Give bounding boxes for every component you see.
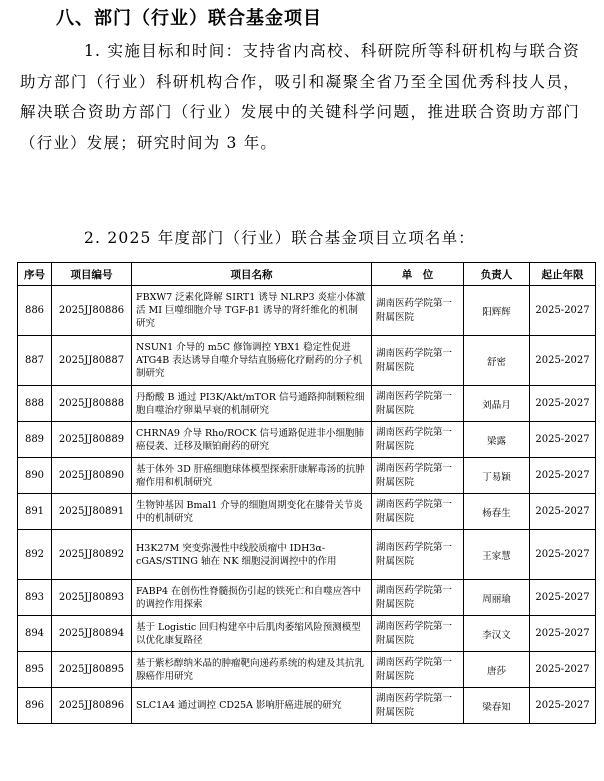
project-lead: 周丽瑜 bbox=[464, 580, 530, 616]
unit-name: 湖南医药学院第一附属医院 bbox=[372, 458, 464, 494]
unit-name: 湖南医药学院第一附属医院 bbox=[372, 336, 464, 386]
project-lead: 梁春知 bbox=[464, 688, 530, 724]
row-number: 888 bbox=[18, 386, 52, 422]
project-code: 2025JJ80892 bbox=[52, 530, 132, 580]
unit-name: 湖南医药学院第一附属医院 bbox=[372, 422, 464, 458]
project-lead: 李汉文 bbox=[464, 616, 530, 652]
project-table bbox=[17, 262, 596, 724]
project-code: 2025JJ80887 bbox=[52, 336, 132, 386]
project-period: 2025-2027 bbox=[530, 386, 596, 422]
project-name: 生物钟基因 Bmal1 介导的细胞周期变化在膝骨关节炎中的机制研究 bbox=[132, 494, 372, 530]
project-lead: 唐莎 bbox=[464, 652, 530, 688]
row-number: 886 bbox=[18, 286, 52, 336]
unit-name: 湖南医药学院第一附属医院 bbox=[372, 494, 464, 530]
table-row bbox=[18, 530, 596, 580]
table-row bbox=[18, 286, 596, 336]
project-lead: 王家慧 bbox=[464, 530, 530, 580]
project-code: 2025JJ80896 bbox=[52, 688, 132, 724]
project-name: 基于紫杉醇纳米晶的肿瘤靶向递药系统的构建及其抗乳腺癌作用研究 bbox=[132, 652, 372, 688]
header-unit: 单 位 bbox=[372, 263, 464, 286]
header-name: 项目名称 bbox=[132, 263, 372, 286]
table-row bbox=[18, 652, 596, 688]
unit-name: 湖南医药学院第一附属医院 bbox=[372, 688, 464, 724]
table-row bbox=[18, 336, 596, 386]
row-number: 889 bbox=[18, 422, 52, 458]
header-lead: 负责人 bbox=[464, 263, 530, 286]
project-name: FABP4 在创伤性脊髓损伤引起的铁死亡和自噬应答中的调控作用探索 bbox=[132, 580, 372, 616]
project-period: 2025-2027 bbox=[530, 422, 596, 458]
project-period: 2025-2027 bbox=[530, 688, 596, 724]
project-code: 2025JJ80890 bbox=[52, 458, 132, 494]
project-name: 基于 Logistic 回归构建卒中后肌肉萎缩风险预测模型以优化康复路径 bbox=[132, 616, 372, 652]
project-period: 2025-2027 bbox=[530, 458, 596, 494]
project-code: 2025JJ80886 bbox=[52, 286, 132, 336]
unit-name: 湖南医药学院第一附属医院 bbox=[372, 616, 464, 652]
table-row bbox=[18, 386, 596, 422]
unit-name: 湖南医药学院第一附属医院 bbox=[372, 530, 464, 580]
row-number: 890 bbox=[18, 458, 52, 494]
list-subheading: 2. 2025 年度部门（行业）联合基金项目立项名单： bbox=[84, 229, 475, 247]
project-name: NSUN1 介导的 m5C 修饰调控 YBX1 稳定性促进 ATG4B 表达诱导自噬介导结直肠癌化疗耐药的分子机制研究 bbox=[132, 336, 372, 386]
project-name: 基于体外 3D 肝癌细胞球体模型探索肝康解毒汤的抗肿瘤作用和机制研究 bbox=[132, 458, 372, 494]
row-number: 894 bbox=[18, 616, 52, 652]
header-period: 起止年限 bbox=[530, 263, 596, 286]
table-row bbox=[18, 494, 596, 530]
project-code: 2025JJ80888 bbox=[52, 386, 132, 422]
section-heading: 八、部门（行业）联合基金项目 bbox=[56, 8, 322, 29]
project-code: 2025JJ80889 bbox=[52, 422, 132, 458]
project-name: CHRNA9 介导 Rho/ROCK 信号通路促进非小细胞肺癌侵袭、迁移及顺铂耐药的研究 bbox=[132, 422, 372, 458]
project-period: 2025-2027 bbox=[530, 336, 596, 386]
project-name: H3K27M 突变弥漫性中线胶质瘤中 IDH3α-cGAS/STING 轴在 NK 细胞浸润调控中的作用 bbox=[132, 530, 372, 580]
project-code: 2025JJ80891 bbox=[52, 494, 132, 530]
row-number: 893 bbox=[18, 580, 52, 616]
project-code: 2025JJ80893 bbox=[52, 580, 132, 616]
project-lead: 杨春生 bbox=[464, 494, 530, 530]
row-number: 887 bbox=[18, 336, 52, 386]
project-lead: 梁露 bbox=[464, 422, 530, 458]
table-row bbox=[18, 422, 596, 458]
project-name: SLC1A4 通过调控 CD25A 影响肝癌进展的研究 bbox=[132, 688, 372, 724]
table-row bbox=[18, 688, 596, 724]
table-row bbox=[18, 580, 596, 616]
project-lead: 舒密 bbox=[464, 336, 530, 386]
unit-name: 湖南医药学院第一附属医院 bbox=[372, 286, 464, 336]
unit-name: 湖南医药学院第一附属医院 bbox=[372, 580, 464, 616]
row-number: 891 bbox=[18, 494, 52, 530]
project-name: 丹酚酸 B 通过 PI3K/Akt/mTOR 信号通路抑制颗粒细胞自噬治疗卵巢早衰的机制研究 bbox=[132, 386, 372, 422]
unit-name: 湖南医药学院第一附属医院 bbox=[372, 652, 464, 688]
goal-paragraph: 1. 实施目标和时间：支持省内高校、科研院所等科研机构与联合资助方部门（行业）科研机构合作，吸引和凝聚全省乃至全国优秀科技人员，解决联合资助方部门（行业）发展中的关键科学问题，推进联合资助方部门（行业）发展；研究时间为 3 年。 bbox=[20, 42, 580, 152]
project-period: 2025-2027 bbox=[530, 530, 596, 580]
table-row bbox=[18, 458, 596, 494]
row-number: 895 bbox=[18, 652, 52, 688]
project-period: 2025-2027 bbox=[530, 286, 596, 336]
row-number: 896 bbox=[18, 688, 52, 724]
header-no: 序号 bbox=[18, 263, 52, 286]
table-header-row bbox=[18, 263, 596, 286]
project-lead: 刘晶月 bbox=[464, 386, 530, 422]
project-period: 2025-2027 bbox=[530, 580, 596, 616]
header-code: 项目编号 bbox=[52, 263, 132, 286]
project-lead: 阳辉辉 bbox=[464, 286, 530, 336]
project-period: 2025-2027 bbox=[530, 652, 596, 688]
project-code: 2025JJ80894 bbox=[52, 616, 132, 652]
project-period: 2025-2027 bbox=[530, 616, 596, 652]
project-period: 2025-2027 bbox=[530, 494, 596, 530]
project-name: FBXW7 泛素化降解 SIRT1 诱导 NLRP3 炎症小体激活 MI 巨噬细胞介导 TGF-β1 诱导的肾纤维化的机制研究 bbox=[132, 286, 372, 336]
table-row bbox=[18, 616, 596, 652]
table-body bbox=[18, 286, 596, 724]
project-lead: 丁易颖 bbox=[464, 458, 530, 494]
unit-name: 湖南医药学院第一附属医院 bbox=[372, 386, 464, 422]
project-code: 2025JJ80895 bbox=[52, 652, 132, 688]
row-number: 892 bbox=[18, 530, 52, 580]
